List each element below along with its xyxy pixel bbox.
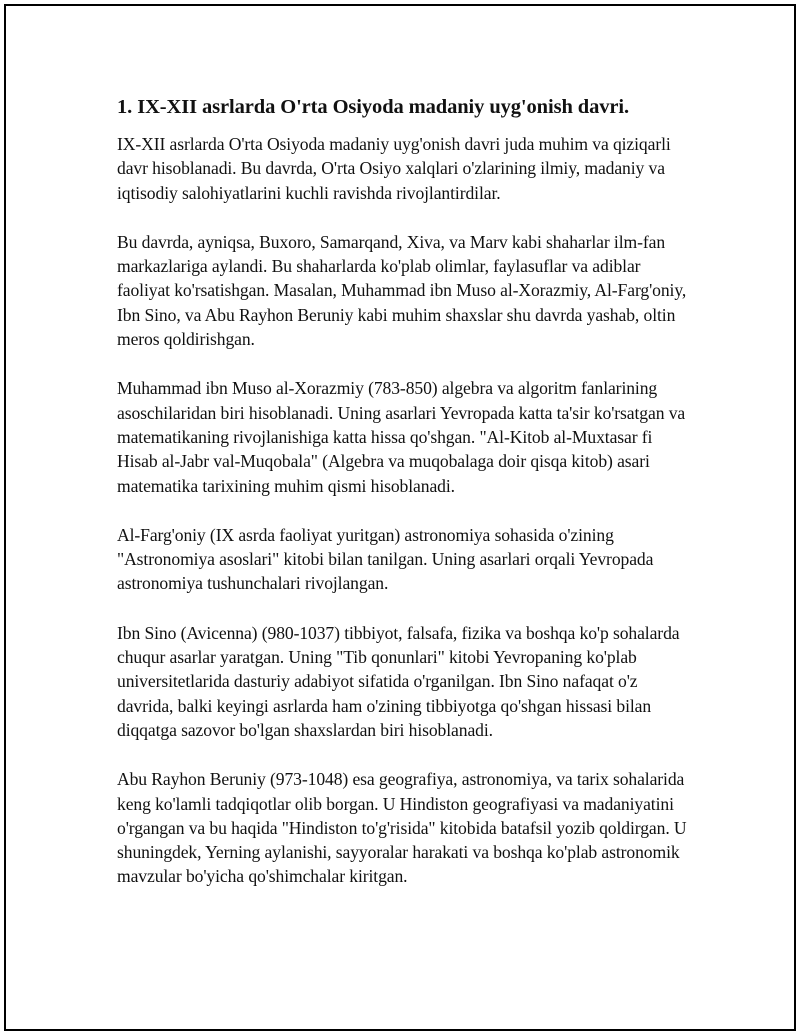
paragraph-xorazmiy: Muhammad ibn Muso al-Xorazmiy (783-850) algebra va algoritm fanlarining asoschilaridan biri hisoblanadi. Uning asarlari Yevropada katta ta'sir ko'rsatgan va matematikaning rivojlanishiga katta hissa qo'shgan. "Al-Kitob al-Muxtasar fi Hisab al-Jabr val-Muqobala" (Algebra va muqobalaga doir qisqa kitob) asari matematika tarixining muhim qismi hisoblanadi.	[117, 378, 686, 496]
paragraph-ibn-sino: Ibn Sino (Avicenna) (980-1037) tibbiyot, falsafa, fizika va boshqa ko'p sohalarda chuqur asarlar yaratgan. Uning "Tib qonunlari" kitobi Yevropaning ko'plab universitetlarida dasturiy adabiyot sifatida o'rganilgan. Ibn Sino nafaqat o'z davrida, balki keyingi asrlarda ham o'zining tibbiyotga qo'shgan hissasi bilan diqqatga sazovor bo'lgan shaxslardan biri hisoblanadi.	[117, 622, 680, 740]
paragraph-cities: Bu davrda, ayniqsa, Buxoro, Samarqand, Xiva, va Marv kabi shaharlar ilm-fan markazlariga aylandi. Bu shaharlarda ko'plab olimlar, faylasuflar va adiblar faoliyat ko'rsatishgan. Masalan, Muhammad ibn Muso al-Xorazmiy, Al-Farg'oniy, Ibn Sino, va Abu Rayhon Beruniy kabi muhim shaxslar shu davrda yashab, oltin meros qoldirishgan.	[117, 231, 687, 350]
paragraph-beruniy: Abu Rayhon Beruniy (973-1048) esa geografiya, astronomiya, va tarix sohalarida keng ko'lamli tadqiqotlar olib borgan. U Hindiston geografiyasi va madaniyatini o'rgangan va bu haqida "Hindiston to'g'risida" kitobida batafsil yozib qoldirgan. U shuningdek, Yerning aylanishi, sayyoralar harakati va boshqa ko'plab astronomik mavzular bo'yicha qo'shimchalar kiritgan.	[117, 769, 687, 887]
document-body	[117, 94, 687, 914]
paragraph-fargoniy: Al-Farg'oniy (IX asrda faoliyat yuritgan) astronomiya sohasida o'zining "Astronomiya asoslari" kitobi bilan tanilgan. Uning asarlari orqali Yevropada astronomiya tushunchalari rivojlangan.	[117, 524, 654, 594]
paragraph-intro: IX-XII asrlarda O'rta Osiyoda madaniy uyg'onish davri juda muhim va qiziqarli davr hisoblanadi. Bu davrda, O'rta Osiyo xalqlari o'zlarining ilmiy, madaniy va iqtisodiy salohiyatlarini kuchli ravishda rivojlantirdilar.	[117, 134, 671, 203]
section-heading: 1. IX-XII asrlarda O'rta Osiyoda madaniy uyg'onish davri.	[117, 96, 629, 118]
